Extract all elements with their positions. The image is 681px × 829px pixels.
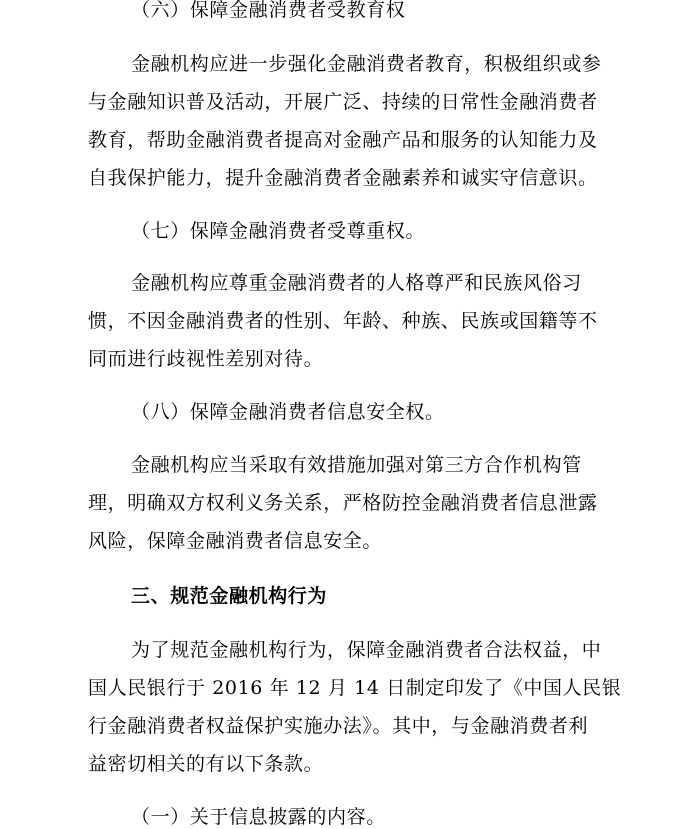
section-6-paragraph-line-1: 金融机构应进一步强化金融消费者教育，积极组织或参 [131,53,602,75]
chapter-3-paragraph-line-2: 国人民银行于 2016 年 12 月 14 日制定印发了《中国人民银 [88,677,622,699]
section-8-paragraph-line-3: 风险，保障金融消费者信息安全。 [88,530,383,552]
chapter-3-heading: 三、规范金融机构行为 [131,585,328,607]
section-7-paragraph-line-2: 惯，不因金融消费者的性别、年龄、种族、民族或国籍等不 [88,310,598,332]
chapter-3-paragraph-line-3: 行金融消费者权益保护实施办法》。其中，与金融消费者利 [88,715,589,737]
section-6-paragraph-line-4: 自我保护能力，提升金融消费者金融素养和诚实守信意识。 [88,167,598,189]
section-8-paragraph-line-1: 金融机构应当采取有效措施加强对第三方合作机构管 [131,454,582,476]
sub-1-heading: （一）关于信息披露的内容。 [131,806,386,828]
section-7-paragraph-line-1: 金融机构应尊重金融消费者的人格尊严和民族风俗习 [131,272,582,294]
section-6-paragraph-line-3: 教育，帮助金融消费者提高对金融产品和服务的认知能力及 [88,129,598,151]
section-8-heading: （八）保障金融消费者信息安全权。 [131,401,445,423]
chapter-3-paragraph-line-4: 益密切相关的有以下条款。 [88,753,324,775]
section-7-paragraph-line-3: 同而进行歧视性差别对待。 [88,348,324,370]
section-6-heading: （六）保障金融消费者受教育权 [131,0,406,21]
section-6-paragraph-line-2: 与金融知识普及活动，开展广泛、持续的日常性金融消费者 [88,91,598,113]
section-7-heading: （七）保障金融消费者受尊重权。 [131,220,426,242]
section-8-paragraph-line-2: 理，明确双方权利义务关系，严格防控金融消费者信息泄露 [88,492,598,514]
chapter-3-paragraph-line-1: 为了规范金融机构行为，保障金融消费者合法权益，中 [131,639,602,661]
